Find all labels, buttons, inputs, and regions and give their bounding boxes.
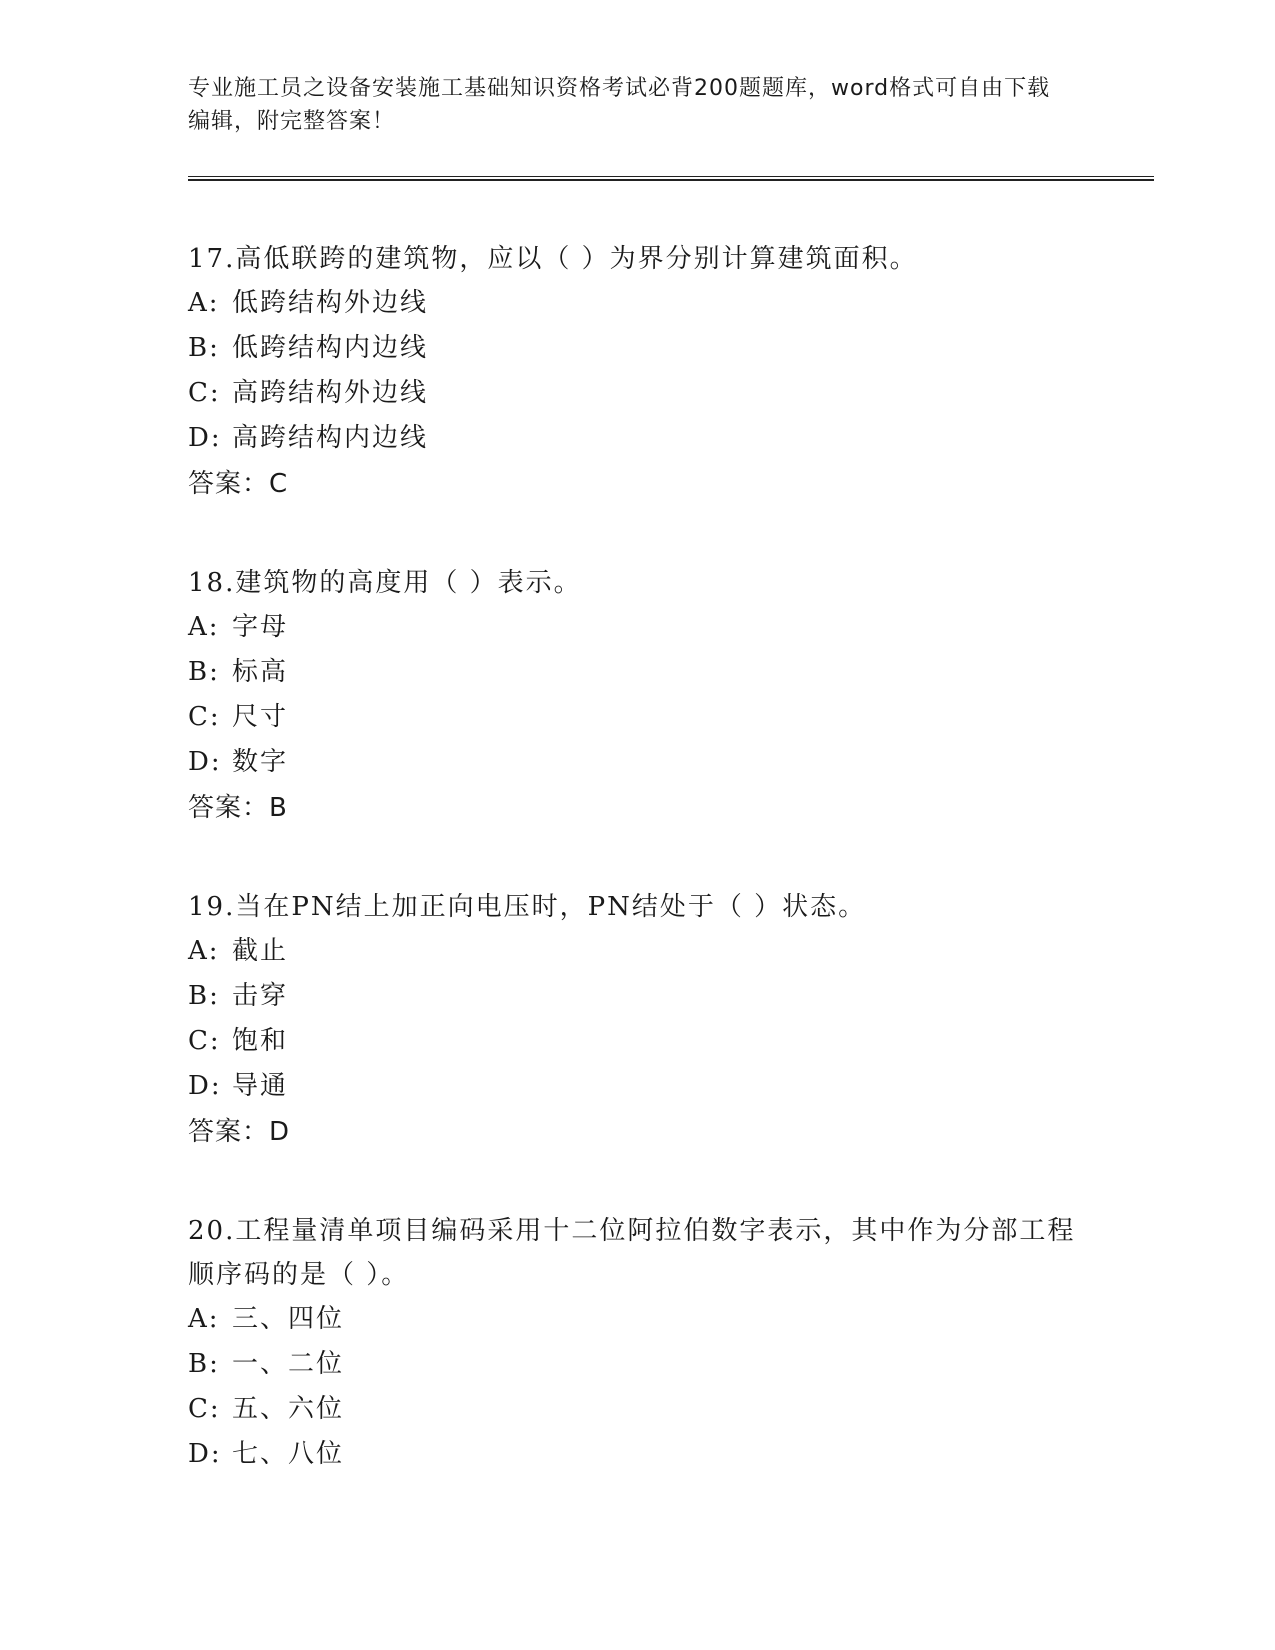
option-letter: A: [188, 936, 220, 966]
option-letter: B: [188, 1349, 220, 1379]
option-d [188, 1432, 1148, 1477]
question-block [188, 885, 1148, 1155]
question-block [188, 1209, 1148, 1477]
option-letter: D: [188, 747, 222, 777]
option-text: 击穿 [232, 981, 289, 1011]
option-a [188, 605, 1148, 650]
option-c [188, 1019, 1148, 1064]
answer-line: 答案：D [188, 1117, 291, 1147]
question-block [188, 561, 1148, 831]
question-stem: 19.当在PN结上加正向电压时，PN结处于（ ）状态。 [188, 892, 867, 922]
option-text: 五、六位 [232, 1394, 345, 1424]
option-b [188, 1342, 1148, 1387]
option-text: 高跨结构内边线 [232, 423, 429, 453]
option-letter: C: [188, 1394, 221, 1424]
answer-line: 答案：B [188, 793, 288, 823]
document-header: 专业施工员之设备安装施工基础知识资格考试必背200题题库，word格式可自由下载编辑，附完整答案！ [188, 76, 1051, 134]
question-stem: 20.工程量清单项目编码采用十二位阿拉伯数字表示，其中作为分部工程顺序码的是（ ）。 [188, 1216, 1076, 1290]
question-stem: 18.建筑物的高度用（ ）表示。 [188, 568, 582, 598]
option-c [188, 695, 1148, 740]
document-page [188, 72, 1148, 1477]
header-divider [188, 176, 1154, 181]
option-letter: C: [188, 1026, 221, 1056]
option-text: 七、八位 [232, 1439, 345, 1469]
option-text: 字母 [232, 612, 289, 642]
option-letter: A: [188, 612, 220, 642]
option-letter: D: [188, 1439, 222, 1469]
option-letter: A: [188, 288, 220, 318]
option-letter: B: [188, 333, 220, 363]
option-b [188, 650, 1148, 695]
option-letter: C: [188, 702, 221, 732]
option-a [188, 1297, 1148, 1342]
question-stem: 17.高低联跨的建筑物，应以（ ）为界分别计算建筑面积。 [188, 244, 918, 274]
option-text: 低跨结构外边线 [232, 288, 429, 318]
option-a [188, 929, 1148, 974]
question-block [188, 237, 1148, 507]
option-text: 饱和 [232, 1026, 289, 1056]
option-d [188, 740, 1148, 785]
option-letter: C: [188, 378, 221, 408]
option-letter: A: [188, 1304, 220, 1334]
option-letter: B: [188, 657, 220, 687]
option-text: 一、二位 [232, 1349, 345, 1379]
option-text: 三、四位 [232, 1304, 345, 1334]
option-c [188, 371, 1148, 416]
option-d [188, 1064, 1148, 1109]
option-letter: D: [188, 1071, 222, 1101]
answer-line: 答案：C [188, 469, 289, 499]
option-letter: D: [188, 423, 222, 453]
option-text: 高跨结构外边线 [232, 378, 429, 408]
option-d [188, 416, 1148, 461]
option-text: 标高 [232, 657, 289, 687]
option-b [188, 326, 1148, 371]
option-c [188, 1387, 1148, 1432]
option-b [188, 974, 1148, 1019]
option-letter: B: [188, 981, 220, 1011]
option-text: 低跨结构内边线 [232, 333, 429, 363]
option-a [188, 281, 1148, 326]
option-text: 导通 [232, 1071, 289, 1101]
option-text: 截止 [232, 936, 289, 966]
option-text: 尺寸 [232, 702, 289, 732]
option-text: 数字 [232, 747, 289, 777]
